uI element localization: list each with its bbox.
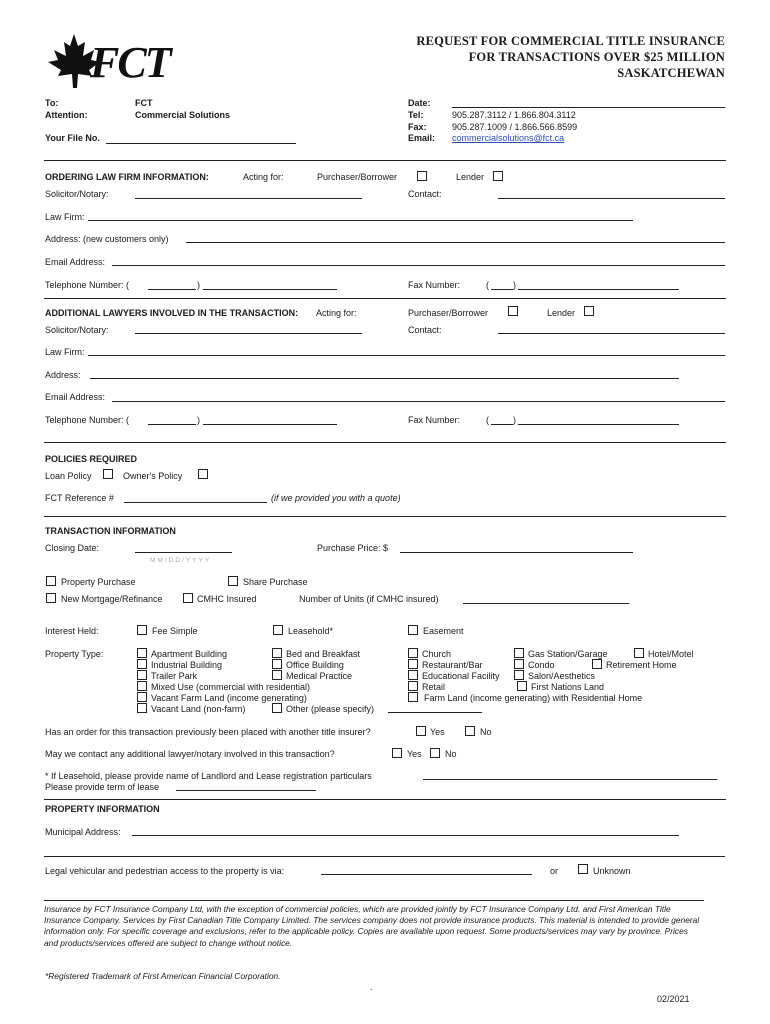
file-no-field[interactable] bbox=[106, 143, 296, 144]
ordering-purchaser-checkbox[interactable] bbox=[417, 171, 427, 181]
ordering-telephone-field[interactable] bbox=[203, 289, 337, 290]
page-dot: . bbox=[370, 982, 373, 992]
divider bbox=[44, 900, 704, 901]
ordering-fax-label: Fax Number: bbox=[408, 280, 461, 290]
hotel-checkbox[interactable] bbox=[634, 648, 644, 658]
ordering-tel-paren: ) bbox=[197, 280, 200, 290]
additional-email-field[interactable] bbox=[112, 401, 725, 402]
first-nations-checkbox[interactable] bbox=[517, 681, 527, 691]
fee-simple-label: Fee Simple bbox=[152, 626, 198, 636]
divider bbox=[44, 160, 726, 161]
ordering-law-firm-label: Law Firm: bbox=[45, 212, 85, 222]
easement-checkbox[interactable] bbox=[408, 625, 418, 635]
ordering-solicitor-label: Solicitor/Notary: bbox=[45, 189, 109, 199]
divider bbox=[44, 298, 726, 299]
ordering-area-code-field[interactable] bbox=[148, 289, 196, 290]
unknown-label: Unknown bbox=[593, 866, 631, 876]
leasehold-note: * If Leasehold, please provide name of Landlord and Lease registration particulars bbox=[45, 771, 372, 781]
previous-order-yes-label: Yes bbox=[430, 727, 445, 737]
tel-value: 905.287.3112 / 1.866.804.3112 bbox=[452, 110, 576, 120]
ordering-telephone-label: Telephone Number: ( bbox=[45, 280, 130, 290]
contact-lawyer-no-checkbox[interactable] bbox=[430, 748, 440, 758]
contact-lawyer-yes-label: Yes bbox=[407, 749, 422, 759]
gas-station-checkbox[interactable] bbox=[514, 648, 524, 658]
form-title-line-1: REQUEST FOR COMMERCIAL TITLE INSURANCE bbox=[416, 34, 725, 48]
divider bbox=[44, 799, 726, 800]
office-label: Office Building bbox=[286, 660, 344, 670]
contact-lawyer-no-label: No bbox=[445, 749, 457, 759]
closing-date-field[interactable] bbox=[135, 552, 232, 553]
ordering-heading: ORDERING LAW FIRM INFORMATION: bbox=[45, 172, 209, 182]
ordering-fax-paren-close: ) bbox=[513, 280, 516, 290]
owners-policy-label: Owner's Policy bbox=[123, 471, 183, 481]
divider bbox=[44, 442, 726, 443]
mixed-label: Mixed Use (commercial with residential) bbox=[151, 682, 311, 692]
access-or: or bbox=[550, 866, 559, 876]
retirement-label: Retirement Home bbox=[606, 660, 677, 670]
additional-lender-label: Lender bbox=[547, 308, 576, 318]
owners-policy-checkbox[interactable] bbox=[198, 469, 208, 479]
bnb-checkbox[interactable] bbox=[272, 648, 282, 658]
additional-purchaser-checkbox[interactable] bbox=[508, 306, 518, 316]
industrial-checkbox[interactable] bbox=[137, 659, 147, 669]
previous-order-yes-checkbox[interactable] bbox=[416, 726, 426, 736]
lease-term-label: Please provide term of lease bbox=[45, 782, 160, 792]
ordering-email-field[interactable] bbox=[112, 265, 725, 266]
leasehold-label: Leasehold* bbox=[288, 626, 334, 636]
vacant-farm-checkbox[interactable] bbox=[137, 692, 147, 702]
leasehold-note-field[interactable] bbox=[423, 779, 717, 780]
ordering-contact-label: Contact: bbox=[408, 189, 442, 199]
previous-order-question: Has an order for this transaction previously been placed with another title insurer? bbox=[45, 727, 371, 737]
to-label: To: bbox=[45, 98, 59, 108]
office-checkbox[interactable] bbox=[272, 659, 282, 669]
property-purchase-checkbox[interactable] bbox=[46, 576, 56, 586]
additional-contact-field[interactable] bbox=[498, 333, 725, 334]
units-label: Number of Units (if CMHC insured) bbox=[299, 594, 439, 604]
previous-order-no-label: No bbox=[480, 727, 492, 737]
policies-heading: POLICIES REQUIRED bbox=[45, 454, 138, 464]
farm-residential-label: Farm Land (income generating) with Residential Home bbox=[424, 693, 643, 703]
share-purchase-checkbox[interactable] bbox=[228, 576, 238, 586]
church-label: Church bbox=[422, 649, 452, 659]
ordering-lender-label: Lender bbox=[456, 172, 485, 182]
to-value: FCT bbox=[135, 98, 153, 108]
date-label: Date: bbox=[408, 98, 431, 108]
ordering-fax-field[interactable] bbox=[518, 289, 679, 290]
ordering-fax-area-field[interactable] bbox=[491, 289, 513, 290]
email-label: Email: bbox=[408, 133, 436, 143]
municipal-address-field-2[interactable] bbox=[44, 856, 725, 857]
first-nations-label: First Nations Land bbox=[531, 682, 605, 692]
property-heading: PROPERTY INFORMATION bbox=[45, 804, 160, 814]
loan-policy-label: Loan Policy bbox=[45, 471, 92, 481]
additional-solicitor-label: Solicitor/Notary: bbox=[45, 325, 109, 335]
previous-order-no-checkbox[interactable] bbox=[465, 726, 475, 736]
additional-area-code-field[interactable] bbox=[148, 424, 196, 425]
additional-address-label: Address: bbox=[45, 370, 81, 380]
gas-station-label: Gas Station/Garage bbox=[528, 649, 608, 659]
medical-label: Medical Practice bbox=[286, 671, 353, 681]
medical-checkbox[interactable] bbox=[272, 670, 282, 680]
fax-value: 905.287.1009 / 1.866.566.8599 bbox=[452, 122, 578, 132]
logo-wordmark: FCT bbox=[90, 38, 170, 87]
fax-label: Fax: bbox=[408, 122, 427, 132]
new-mortgage-checkbox[interactable] bbox=[46, 593, 56, 603]
additional-tel-paren: ) bbox=[197, 415, 200, 425]
additional-fax-paren-close: ) bbox=[513, 415, 516, 425]
date-field[interactable] bbox=[452, 107, 725, 108]
salon-label: Salon/Aesthetics bbox=[528, 671, 596, 681]
other-label: Other (please specify) bbox=[286, 704, 375, 714]
access-field[interactable] bbox=[321, 874, 532, 875]
additional-fax-paren-open: ( bbox=[486, 415, 489, 425]
other-field[interactable] bbox=[388, 712, 482, 713]
ordering-acting-for: Acting for: bbox=[243, 172, 284, 182]
church-checkbox[interactable] bbox=[408, 648, 418, 658]
trademark-note: *Registered Trademark of First American Financial Corporation. bbox=[45, 971, 281, 981]
closing-date-label: Closing Date: bbox=[45, 543, 100, 553]
divider bbox=[44, 516, 726, 517]
trailer-label: Trailer Park bbox=[151, 671, 198, 681]
additional-fax-label: Fax Number: bbox=[408, 415, 461, 425]
ordering-lender-checkbox[interactable] bbox=[493, 171, 503, 181]
municipal-address-field[interactable] bbox=[132, 835, 679, 836]
retirement-checkbox[interactable] bbox=[592, 659, 602, 669]
fct-reference-field[interactable] bbox=[124, 502, 267, 503]
retail-checkbox[interactable] bbox=[408, 681, 418, 691]
form-title-line-2: FOR TRANSACTIONS OVER $25 MILLION bbox=[468, 50, 725, 64]
closing-date-hint: MM/DD/YYYY bbox=[150, 557, 212, 564]
attention-value: Commercial Solutions bbox=[135, 110, 231, 120]
interest-held-label: Interest Held: bbox=[45, 626, 99, 636]
salon-checkbox[interactable] bbox=[514, 670, 524, 680]
mixed-checkbox[interactable] bbox=[137, 681, 147, 691]
farm-residential-checkbox[interactable] bbox=[408, 692, 418, 702]
educational-label: Educational Facility bbox=[422, 671, 500, 681]
condo-label: Condo bbox=[528, 660, 555, 670]
tel-label: Tel: bbox=[408, 110, 424, 120]
fct-reference-label: FCT Reference # bbox=[45, 493, 114, 503]
vacant-nonfarm-checkbox[interactable] bbox=[137, 703, 147, 713]
additional-telephone-label: Telephone Number: ( bbox=[45, 415, 130, 425]
additional-contact-label: Contact: bbox=[408, 325, 442, 335]
vacant-nonfarm-label: Vacant Land (non-farm) bbox=[151, 704, 246, 714]
form-title-line-3: SASKATCHEWAN bbox=[617, 66, 725, 80]
additional-lender-checkbox[interactable] bbox=[584, 306, 594, 316]
additional-telephone-field[interactable] bbox=[203, 424, 337, 425]
unknown-checkbox[interactable] bbox=[578, 864, 588, 874]
lease-term-field[interactable] bbox=[176, 790, 316, 791]
hotel-label: Hotel/Motel bbox=[648, 649, 694, 659]
new-mortgage-label: New Mortgage/Refinance bbox=[61, 594, 163, 604]
additional-heading: ADDITIONAL LAWYERS INVOLVED IN THE TRANSACTION: bbox=[45, 308, 299, 318]
form-version: 02/2021 bbox=[657, 994, 690, 1004]
cmhc-label: CMHC Insured bbox=[197, 594, 257, 604]
ordering-contact-field[interactable] bbox=[498, 198, 725, 199]
contact-lawyer-question: May we contact any additional lawyer/notary involved in this transaction? bbox=[45, 749, 335, 759]
additional-law-firm-field[interactable] bbox=[88, 355, 725, 356]
file-no-label: Your File No. bbox=[45, 133, 100, 143]
purchase-price-field[interactable] bbox=[400, 552, 633, 553]
loan-policy-checkbox[interactable] bbox=[103, 469, 113, 479]
apartment-checkbox[interactable] bbox=[137, 648, 147, 658]
additional-acting-for: Acting for: bbox=[316, 308, 357, 318]
property-type-label: Property Type: bbox=[45, 649, 104, 659]
ordering-email-label: Email Address: bbox=[45, 257, 106, 267]
bnb-label: Bed and Breakfast bbox=[286, 649, 361, 659]
ordering-fax-paren-open: ( bbox=[486, 280, 489, 290]
attention-label: Attention: bbox=[45, 110, 88, 120]
condo-checkbox[interactable] bbox=[514, 659, 524, 669]
units-field[interactable] bbox=[463, 603, 629, 604]
apartment-label: Apartment Building bbox=[151, 649, 228, 659]
contact-lawyer-yes-checkbox[interactable] bbox=[392, 748, 402, 758]
retail-label: Retail bbox=[422, 682, 446, 692]
trailer-checkbox[interactable] bbox=[137, 670, 147, 680]
additional-law-firm-label: Law Firm: bbox=[45, 347, 85, 357]
ordering-address-field[interactable] bbox=[186, 242, 725, 243]
share-purchase-label: Share Purchase bbox=[243, 577, 308, 587]
transaction-heading: TRANSACTION INFORMATION bbox=[45, 526, 176, 536]
additional-solicitor-field[interactable] bbox=[135, 333, 362, 334]
easement-label: Easement bbox=[423, 626, 464, 636]
fct-logo bbox=[44, 32, 204, 88]
additional-purchaser-label: Purchaser/Borrower bbox=[408, 308, 489, 318]
industrial-label: Industrial Building bbox=[151, 660, 223, 670]
cmhc-checkbox[interactable] bbox=[183, 593, 193, 603]
access-label: Legal vehicular and pedestrian access to the property is via: bbox=[45, 866, 285, 876]
leasehold-checkbox[interactable] bbox=[273, 625, 283, 635]
additional-email-label: Email Address: bbox=[45, 392, 106, 402]
fct-reference-note: (if we provided you with a quote) bbox=[271, 493, 401, 503]
purchase-price-label: Purchase Price: $ bbox=[317, 543, 389, 553]
email-link[interactable]: commercialsolutions@fct.ca bbox=[452, 133, 565, 143]
disclaimer: Insurance by FCT Insurance Company Ltd, with the exception of commercial policies, which are provided jointly by FCT Insurance Company Ltd. and First American Title Insurance Company. Services by First Canadian Title Company Limited. The services company does not provide insurance products. This material is intended to provide general information only. For specific coverage and exclusions, refer to the applicable policy. Copies are available upon request. Some products/services may vary by province. Prices and products/services offered are subject to change without notice. bbox=[44, 904, 700, 948]
fee-simple-checkbox[interactable] bbox=[137, 625, 147, 635]
ordering-law-firm-field[interactable] bbox=[88, 220, 633, 221]
ordering-address-label: Address: (new customers only) bbox=[45, 234, 169, 244]
vacant-farm-label: Vacant Farm Land (income generating) bbox=[151, 693, 307, 703]
additional-fax-field[interactable] bbox=[518, 424, 679, 425]
restaurant-label: Restaurant/Bar bbox=[422, 660, 483, 670]
ordering-purchaser-label: Purchaser/Borrower bbox=[317, 172, 398, 182]
ordering-solicitor-field[interactable] bbox=[135, 198, 362, 199]
municipal-address-label: Municipal Address: bbox=[45, 827, 121, 837]
additional-address-field[interactable] bbox=[90, 378, 679, 379]
educational-checkbox[interactable] bbox=[408, 670, 418, 680]
restaurant-checkbox[interactable] bbox=[408, 659, 418, 669]
additional-fax-area-field[interactable] bbox=[491, 424, 513, 425]
property-purchase-label: Property Purchase bbox=[61, 577, 136, 587]
other-checkbox[interactable] bbox=[272, 703, 282, 713]
